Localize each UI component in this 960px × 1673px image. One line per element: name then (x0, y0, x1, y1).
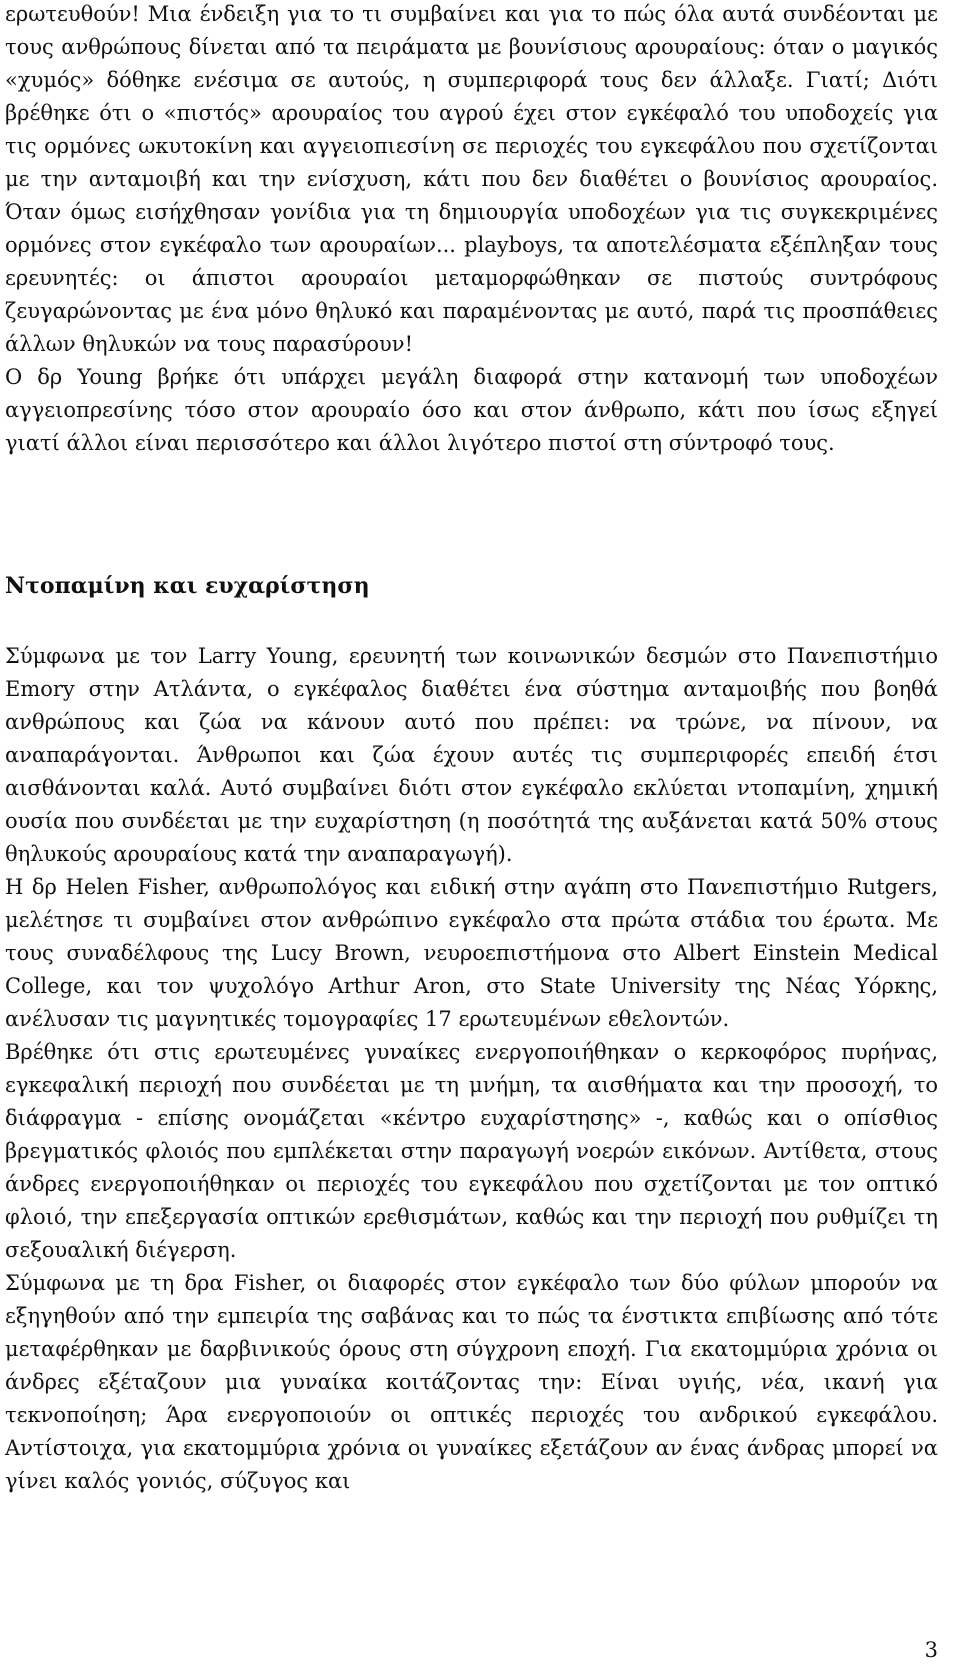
body-paragraph: Βρέθηκε ότι στις ερωτευμένες γυναίκες ενεργοποιήθηκαν ο κερκοφόρος πυρήνας, εγκεφαλική περιοχή που συνδέεται με τη μνήμη, τα αισθήματα και την προσοχή, το διάφραγμα - επίσης ονομάζεται «κέντρο ευχαρίστησης» -, καθώς και ο οπίσθιος βρεγματικός φλοιός που εμπλέκεται στην παραγωγή νοερών εικόνων. Αντίθετα, στους άνδρες ενεργοποιήθηκαν οι περιοχές του εγκεφάλου που σχετίζονται με τον οπτικό φλοιό, την επεξεργασία οπτικών ερεθισμάτων, καθώς και την περιοχή που ρυθμίζει τη σεξουαλική διέγερση. (5, 1040, 938, 1262)
body-paragraph: Η δρ Helen Fisher, ανθρωπολόγος και ειδική στην αγάπη στο Πανεπιστήμιο Rutgers, μελέτησε τι συμβαίνει στον ανθρώπινο εγκέφαλο στα πρώτα στάδια του έρωτα. Με τους συναδέλφους της Lucy Brown, νευροεπιστήμονα στο Albert Einstein Medical College, και τον ψυχολόγο Arthur Aron, στο State University της Νέας Υόρκης, ανέλυσαν τις μαγνητικές τομογραφίες 17 ερωτευμένων εθελοντών. (5, 875, 938, 1031)
body-paragraph: Σύμφωνα με τον Larry Young, ερευνητή των κοινωνικών δεσμών στο Πανεπιστήμιο Emory στην Ατλάντα, ο εγκέφαλος διαθέτει ένα σύστημα ανταμοιβής που βοηθά ανθρώπους και ζώα να κάνουν αυτό που πρέπει: να τρώνε, να πίνουν, να αναπαράγονται. Άνθρωποι και ζώα έχουν αυτές τις συμπεριφορές επειδή έτσι αισθάνονται καλά. Αυτό συμβαίνει διότι στον εγκέφαλο εκλύεται ντοπαμίνη, χημική ουσία που συνδέεται με την ευχαρίστηση (η ποσότητά της αυξάνεται κατά 50% στους θηλυκούς αρουραίους κατά την αναπαραγωγή). (5, 644, 938, 866)
body-paragraph: Σύμφωνα με τη δρα Fisher, οι διαφορές στον εγκέφαλο των δύο φύλων μπορούν να εξηγηθούν από την εμπειρία της σαβάνας και το πώς τα ένστικτα επιβίωσης από τότε μεταφέρθηκαν με δαρβινικούς όρους στη σύγχρονη εποχή. Για εκατομμύρια χρόνια οι άνδρες εξέταζουν μια γυναίκα κοιτάζοντας την: Είναι υγιής, νέα, ικανή για τεκνοποίηση; Άρα ενεργοποιούν οι οπτικές περιοχές του ανδρικού εγκεφάλου. Αντίστοιχα, για εκατομμύρια χρόνια οι γυναίκες εξετάζουν αν ένας άνδρας μπορεί να γίνει καλός γονιός, σύζυγος και (5, 1271, 938, 1493)
intro-block (5, 0, 938, 460)
page-number: 3 (924, 1638, 938, 1662)
section-heading: Ντοπαμίνη και ευχαρίστηση (5, 573, 370, 599)
body-paragraph: Ο δρ Young βρήκε ότι υπάρχει μεγάλη διαφορά στην κατανομή των υποδοχέων αγγειοπρεσίνης τόσο στον αρουραίο όσο και στον άνθρωπο, κάτι που ίσως εξηγεί γιατί άλλοι είναι περισσότερο και άλλοι λιγότερο πιστοί στη σύντροφό τους. (5, 365, 938, 455)
section-body (5, 640, 938, 1498)
body-paragraph: ερωτευθούν! Μια ένδειξη για το τι συμβαίνει και για το πώς όλα αυτά συνδέονται με τους ανθρώπους δίνεται από τα πειράματα με βουνίσιους αρουραίους: όταν ο μαγικός «χυμός» δόθηκε ενέσιμα σε αυτούς, η συμπεριφορά τους δεν άλλαξε. Γιατί; Διότι βρέθηκε ότι ο «πιστός» αρουραίος του αγρού έχει στον εγκέφαλό του υποδοχείς για τις ορμόνες ωκυτοκίνη και αγγειοπιεσίνη σε περιοχές του εγκεφάλου που σχετίζονται με την ανταμοιβή και την ενίσχυση, κάτι που δεν διαθέτει ο βουνίσιος αρουραίος. Όταν όμως εισήχθησαν γονίδια για τη δημιουργία υποδοχέων για τις συγκεκριμένες ορμόνες στον εγκέφαλο των αρουραίων... playboys, τα αποτελέσματα εξέπληξαν τους ερευνητές: οι άπιστοι αρουραίοι μεταμορφώθηκαν σε πιστούς συντρόφους ζευγαρώνοντας με ένα μόνο θηλυκό και παραμένοντας με αυτό, παρά τις προσπάθειες άλλων θηλυκών να τους παρασύρουν! (5, 2, 938, 356)
